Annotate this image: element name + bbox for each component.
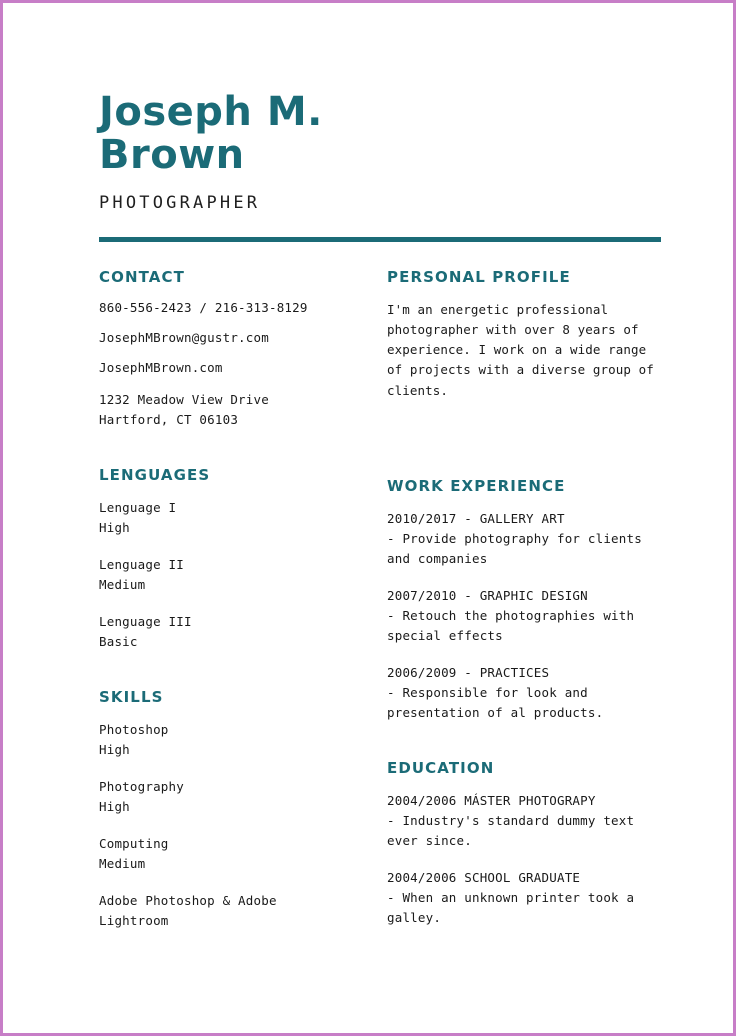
profile-text: I'm an energetic professional photographer with over 8 years of experience. I work on a wide range of projects with a diverse group of clients. — [387, 301, 654, 398]
job-title: PHOTOGRAPHER — [99, 192, 261, 213]
experience-description: - Provide photography for clients and companies — [387, 530, 642, 566]
experience-heading: WORK EXPERIENCE — [387, 476, 566, 495]
experience-item — [387, 509, 661, 569]
contact-address-line1: 1232 Meadow View Drive — [99, 391, 269, 407]
experience-title: 2006/2009 - PRACTICES — [387, 664, 550, 680]
skill-item — [99, 720, 381, 760]
profile-heading: PERSONAL PROFILE — [387, 267, 571, 286]
spacer — [387, 437, 661, 477]
language-item — [99, 555, 381, 595]
experience-item — [387, 586, 661, 646]
skill-name: Photography — [99, 778, 184, 794]
experience-description: - Responsible for look and presentation of al products. — [387, 684, 604, 720]
spacer — [387, 725, 661, 759]
contact-heading: CONTACT — [99, 267, 185, 286]
language-name: Lenguage III — [99, 613, 192, 629]
education-item — [387, 791, 661, 851]
language-item — [99, 498, 381, 538]
languages-section — [99, 466, 381, 652]
contact-website[interactable]: JosephMBrown.com — [99, 359, 223, 375]
skills-heading: SKILLS — [99, 687, 164, 706]
left-column — [99, 268, 381, 933]
profile-section — [387, 268, 661, 401]
right-column — [381, 268, 661, 933]
resume-document — [21, 21, 721, 1021]
language-name: Lenguage I — [99, 499, 177, 515]
language-level: Medium — [99, 576, 146, 592]
education-section — [387, 759, 661, 928]
education-item — [387, 868, 661, 928]
language-level: High — [99, 519, 130, 535]
education-title: 2004/2006 SCHOOL GRADUATE — [387, 869, 581, 885]
contact-address-line2: Hartford, CT 06103 — [99, 411, 239, 427]
skill-name: Computing — [99, 835, 169, 851]
language-item — [99, 612, 381, 652]
spacer — [99, 432, 381, 466]
skill-level: High — [99, 798, 130, 814]
experience-item — [387, 663, 661, 723]
contact-email[interactable]: JosephMBrown@gustr.com — [99, 329, 269, 345]
skill-name: Photoshop — [99, 721, 169, 737]
skills-section — [99, 688, 381, 931]
language-level: Basic — [99, 633, 138, 649]
experience-description: - Retouch the photographies with special effects — [387, 607, 635, 643]
language-name: Lenguage II — [99, 556, 184, 572]
spacer — [387, 403, 661, 437]
skill-level: High — [99, 741, 130, 757]
contact-address — [99, 390, 381, 430]
education-heading: EDUCATION — [387, 758, 495, 777]
spacer — [99, 654, 381, 688]
languages-heading: LENGUAGES — [99, 465, 211, 484]
contact-phone: 860-556-2423 / 216-313-8129 — [99, 299, 308, 315]
skill-level: Medium — [99, 855, 146, 871]
education-title: 2004/2006 MÁSTER PHOTOGRAPY — [387, 792, 596, 808]
education-description: - Industry's standard dummy text ever since. — [387, 812, 635, 848]
experience-title: 2010/2017 - GALLERY ART — [387, 510, 565, 526]
skill-name: Adobe Photoshop & Adobe — [99, 892, 277, 908]
contact-section — [99, 268, 381, 430]
skill-item — [99, 891, 381, 931]
skill-item — [99, 834, 381, 874]
name-first-line: Joseph M. — [99, 89, 323, 135]
header-name-block — [99, 91, 661, 213]
name-second-line: Brown — [99, 131, 245, 178]
header-divider — [99, 237, 661, 242]
resume-columns — [99, 268, 661, 933]
skill-item — [99, 777, 381, 817]
experience-section — [387, 477, 661, 723]
experience-title: 2007/2010 - GRAPHIC DESIGN — [387, 587, 588, 603]
education-description: - When an unknown printer took a galley. — [387, 889, 635, 925]
skill-level: Lightroom — [99, 912, 169, 928]
